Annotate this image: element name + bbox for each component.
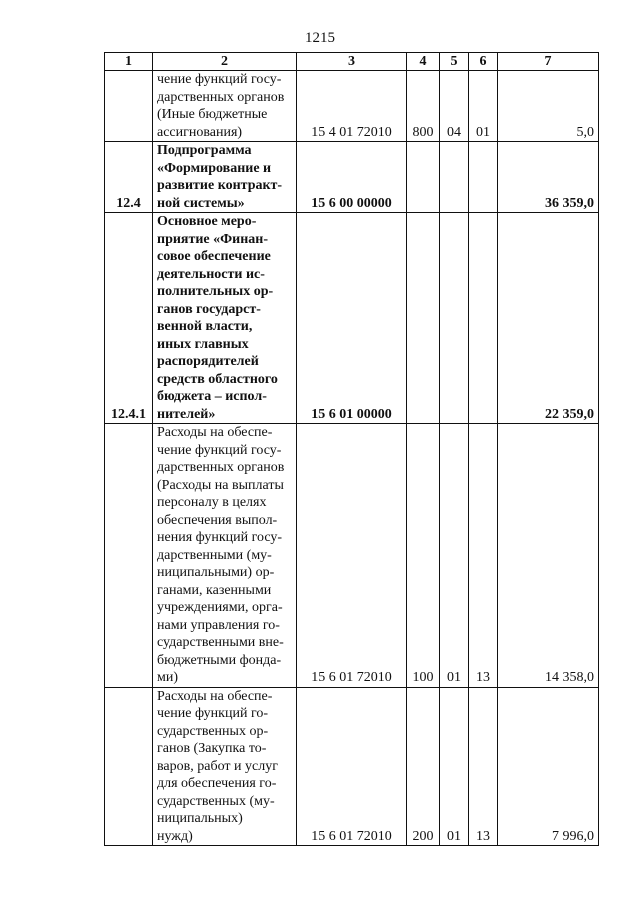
table-row xyxy=(105,424,599,688)
row-section: 01 xyxy=(440,424,469,688)
row-code: 15 6 01 00000 xyxy=(297,213,407,424)
row-type: 200 xyxy=(407,687,440,846)
header-col-3: 3 xyxy=(297,53,407,71)
row-subsection: 01 xyxy=(469,71,498,142)
header-col-2: 2 xyxy=(153,53,297,71)
row-name: чение функций госу- дарственных органов (Иные бюджетные ассигнования) xyxy=(153,71,297,142)
budget-table xyxy=(104,52,599,846)
row-code: 15 6 00 00000 xyxy=(297,142,407,213)
row-name: Расходы на обеспе- чение функций госу- дарственных органов (Расходы на выплаты персоналу в целях обеспечения выпол- нения функций госу- дарственными (му- ниципальными) ор- ганами, казенными учреждениями, орга- нами управления го- сударственными вне- бюджетными фонда- ми) xyxy=(153,424,297,688)
row-name: Расходы на обеспе- чение функций го- сударственных ор- ганов (Закупка то- варов, работ и услуг для обеспечения го- сударственных (му- ниципальных) нужд) xyxy=(153,687,297,846)
row-number xyxy=(105,71,153,142)
row-amount: 14 358,0 xyxy=(498,424,599,688)
header-col-6: 6 xyxy=(469,53,498,71)
row-name: Подпрограмма «Формирование и развитие контракт- ной системы» xyxy=(153,142,297,213)
row-section xyxy=(440,213,469,424)
row-section xyxy=(440,142,469,213)
row-type: 800 xyxy=(407,71,440,142)
row-type: 100 xyxy=(407,424,440,688)
row-amount: 22 359,0 xyxy=(498,213,599,424)
row-number: 12.4 xyxy=(105,142,153,213)
row-amount: 5,0 xyxy=(498,71,599,142)
row-number xyxy=(105,424,153,688)
table-row xyxy=(105,687,599,846)
row-section: 01 xyxy=(440,687,469,846)
table-row xyxy=(105,213,599,424)
row-subsection xyxy=(469,213,498,424)
row-code: 15 6 01 72010 xyxy=(297,424,407,688)
row-name: Основное меро- приятие «Финан- совое обеспечение деятельности ис- полнительных ор- ганов государст- венной власти, иных главных распорядителей средств областного бюджета – испол- нителей» xyxy=(153,213,297,424)
row-code: 15 4 01 72010 xyxy=(297,71,407,142)
row-amount: 7 996,0 xyxy=(498,687,599,846)
row-type xyxy=(407,142,440,213)
header-row xyxy=(105,53,599,71)
row-number xyxy=(105,687,153,846)
row-code: 15 6 01 72010 xyxy=(297,687,407,846)
row-subsection: 13 xyxy=(469,424,498,688)
header-col-4: 4 xyxy=(407,53,440,71)
row-section: 04 xyxy=(440,71,469,142)
header-col-5: 5 xyxy=(440,53,469,71)
row-subsection xyxy=(469,142,498,213)
header-col-7: 7 xyxy=(498,53,599,71)
page-number: 1215 xyxy=(305,30,335,46)
table-row xyxy=(105,71,599,142)
header-col-1: 1 xyxy=(105,53,153,71)
row-type xyxy=(407,213,440,424)
row-subsection: 13 xyxy=(469,687,498,846)
table-row xyxy=(105,142,599,213)
row-amount: 36 359,0 xyxy=(498,142,599,213)
row-number: 12.4.1 xyxy=(105,213,153,424)
